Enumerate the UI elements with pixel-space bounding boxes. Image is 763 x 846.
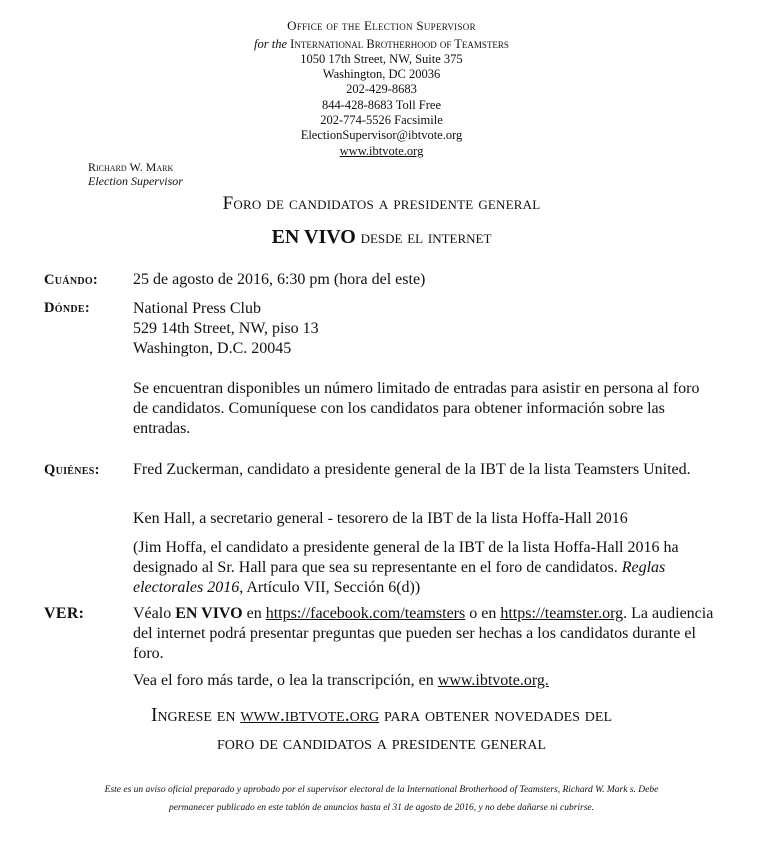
watch-label: VER: [44, 605, 85, 622]
org-name: International Brotherhood of Teamsters [290, 37, 509, 51]
office-name: Office of the Election Supervisor [287, 18, 476, 33]
watch-post: . La audiencia del internet podrá presentar preguntas que pueden ser hechas a los candidatos durante el foro. [133, 605, 714, 662]
official-notice-line-2: permanecer publicado en este tablón de anuncios hasta el 31 de agosto de 2016, y no debe dañarse ni cubrirse. [168, 803, 595, 813]
supervisor-block [88, 160, 183, 188]
toll-free: 844-428-8683 Toll Free [321, 98, 442, 112]
for-the-text: for the [254, 37, 288, 51]
page-subtitle [0, 226, 763, 249]
fax: 202-774-5526 Facsimile [320, 113, 443, 127]
footer-heading-line-2: foro de candidatos a presidente general [216, 733, 546, 754]
watch-pre: Véalo [133, 605, 176, 622]
watch-later-text: Vea el foro más tarde, o lea la transcripción, en [133, 672, 438, 689]
rules-citation: Reglas electorales 2016, [133, 559, 666, 596]
where-address [133, 299, 733, 359]
where-line-3: Washington, D.C. 20045 [133, 340, 292, 357]
who-note [133, 538, 718, 598]
who-candidate-2: Ken Hall, a secretario general - tesorero de la IBT de la lista Hoffa-Hall 2016 [133, 510, 628, 527]
who-candidate-1: Fred Zuckerman, candidato a presidente general de la IBT de la lista Teamsters United. [133, 461, 691, 478]
footer-post: para obtener novedades del [379, 705, 613, 726]
subtitle-bold: EN VIVO [271, 226, 356, 248]
address-line-2: Washington, DC 20036 [322, 67, 441, 81]
when-label: Cuándo: [44, 272, 99, 288]
watch-mid2: o en [465, 605, 501, 622]
facebook-link[interactable]: https://facebook.com/teamsters [265, 605, 466, 622]
footer-heading [0, 705, 763, 727]
website-link[interactable]: www.ibtvote.org [339, 144, 424, 158]
watch-mid: en [242, 605, 266, 622]
watch-text [133, 604, 728, 664]
where-line-2: 529 14th Street, NW, piso 13 [133, 320, 319, 337]
when-text: 25 de agosto de 2016, 6:30 pm (hora del este) [133, 271, 426, 288]
org-line [0, 37, 763, 52]
teamster-link[interactable]: https://teamster.org [500, 605, 624, 622]
subtitle-rest: desde el internet [355, 227, 492, 248]
where-line-1: National Press Club [133, 300, 261, 317]
email: ElectionSupervisor@ibtvote.org [300, 128, 463, 142]
page-title: Foro de candidatos a presidente general [222, 193, 541, 214]
tickets-info: Se encuentran disponibles un número limitado de entradas para asistir en persona al foro de candidatos. Comuníquese con los candidatos para obtener información sobre las entradas. [133, 380, 700, 437]
supervisor-name: Richard W. Mark [88, 160, 174, 174]
address-line-1: 1050 17th Street, NW, Suite 375 [300, 52, 463, 66]
who-note-text: (Jim Hoffa, el candidato a presidente general de la IBT de la lista Hoffa-Hall 2016 ha designado al Sr. Hall para que sea su representante en el foro de candidatos. [133, 539, 679, 576]
who-note-end: Artículo VII, Sección 6(d)) [243, 579, 421, 596]
footer-link[interactable]: www.ibtvote.org [240, 705, 380, 726]
where-label: Dónde: [44, 300, 90, 316]
ibtvote-link[interactable]: www.ibtvote.org. [437, 672, 549, 689]
phone: 202-429-8683 [346, 82, 417, 96]
who-label: Quiénes: [44, 462, 100, 478]
supervisor-title: Election Supervisor [88, 174, 183, 188]
footer-pre: Ingrese en [150, 705, 241, 726]
watch-live: EN VIVO [175, 605, 243, 622]
official-notice-line-1: Este es un aviso oficial preparado y aprobado por el supervisor electoral de la International Brotherhood of Teamsters, Richard W. Mark s. Debe [104, 785, 659, 795]
watch-later [133, 671, 733, 691]
